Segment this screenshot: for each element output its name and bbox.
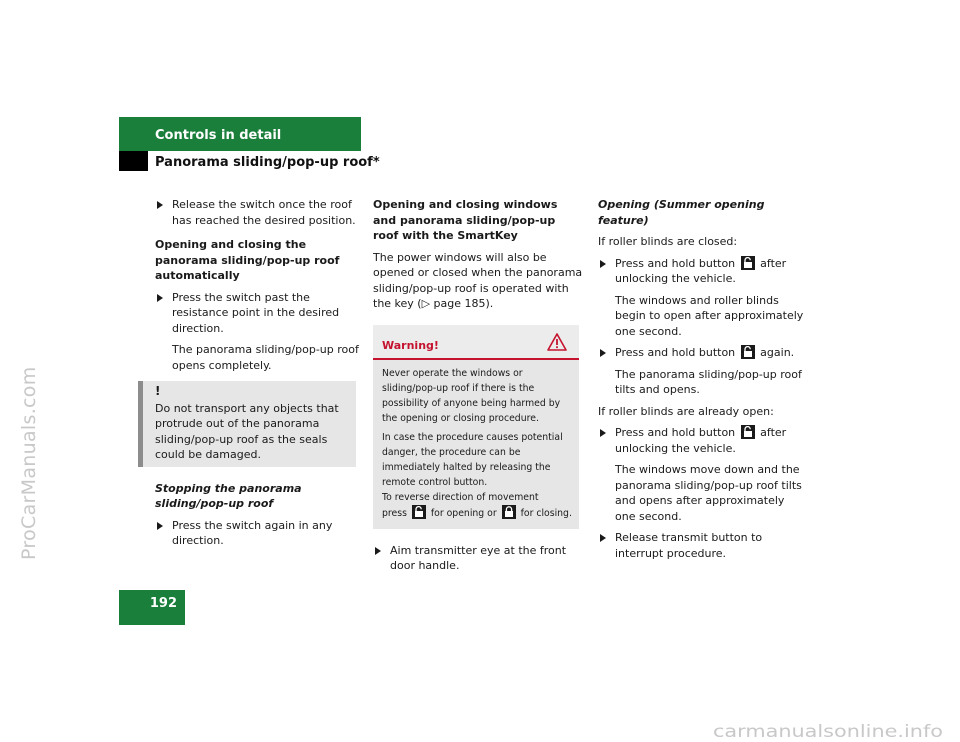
bullet-press-hold-unlock: Press and hold button after unlocking the vehicle.: [598, 256, 808, 287]
heading-smartkey: Opening and closing windows and panorama sliding/pop-up roof with the SmartKey: [373, 198, 558, 242]
blinds-closed-label: If roller blinds are closed:: [598, 235, 738, 248]
warning-text-1: Never operate the windows or sliding/pop-up roof if there is the possibility of anyone being harmed by the opening or closing procedure.: [382, 367, 561, 424]
result-windows-blinds-open: The windows and roller blinds begin to open after approximately one second.: [615, 293, 804, 338]
bullet-arrow-icon: [157, 294, 163, 302]
warning-box: [373, 325, 579, 529]
bullet-aim-transmitter: Aim transmitter eye at the front door handle.: [373, 543, 583, 574]
bullet-press-hold-again: Press and hold button again.: [598, 345, 808, 361]
note-box: [138, 381, 356, 467]
bullet-release-switch: Release the switch once the roof has reached the desired position.: [155, 197, 365, 228]
section-title: Controls in detail: [155, 128, 282, 143]
note-text: Do not transport any objects that protrude out of the panorama sliding/pop-up roof as the seals could be damaged.: [155, 401, 339, 461]
note-exclamation: !: [155, 384, 161, 398]
bullet-press-past-resistance: Press the switch past the resistance point in the desired direction.: [155, 290, 365, 337]
page-number: 192: [149, 596, 177, 611]
blinds-open-label: If roller blinds are already open:: [598, 404, 774, 418]
heading-summer-opening: Opening (Summer opening feature): [598, 198, 765, 227]
warning-body: [373, 360, 579, 529]
bullet-arrow-icon: [600, 349, 606, 357]
warning-title: Warning!: [382, 338, 439, 352]
unlock-button-icon: [741, 345, 755, 359]
bullet-arrow-icon: [157, 201, 163, 209]
warning-header: [373, 325, 579, 360]
bullet-press-hold-unlock-open: Press and hold button after unlocking the vehicle.: [598, 425, 808, 456]
warning-text-3: To reverse direction of movement: [382, 491, 539, 503]
side-watermark: ProCarManuals.com: [18, 366, 40, 560]
bullet-arrow-icon: [600, 534, 606, 542]
bullet-arrow-icon: [600, 429, 606, 437]
unlock-button-icon: [741, 425, 755, 439]
subsection-title: Panorama sliding/pop-up roof*: [155, 155, 380, 170]
result-opens-completely: The panorama sliding/pop-up roof opens completely.: [172, 343, 359, 372]
bullet-arrow-icon: [600, 260, 606, 268]
bullet-arrow-icon: [375, 547, 381, 555]
unlock-button-icon: [741, 256, 755, 270]
heading-stopping: Stopping the panorama sliding/pop-up roof: [155, 481, 302, 510]
bottom-watermark-text: carmanualsonline.info: [713, 722, 943, 742]
column-1: [155, 197, 365, 549]
column-3: [598, 197, 808, 561]
result-roof-tilts-opens: The panorama sliding/pop-up roof tilts and opens.: [615, 367, 802, 396]
warning-triangle-icon: [547, 333, 567, 356]
bullet-press-again: Press the switch again in any direction.: [155, 518, 365, 549]
heading-auto-open: Opening and closing the panorama sliding/pop-up roof automatically: [155, 238, 340, 282]
result-windows-move-down: The windows move down and the panorama sliding/pop-up roof tilts and opens after approximately one second.: [615, 463, 802, 523]
note-bar: [138, 381, 143, 467]
bullet-release-transmit: Release transmit button to interrupt procedure.: [598, 530, 808, 561]
smartkey-paragraph: The power windows will also be opened or closed when the panorama sliding/pop-up roof is operated with the key (▷ page 185).: [373, 250, 583, 310]
warning-text-4: press for opening or for closing.: [382, 505, 572, 521]
warning-text-2: In case the procedure causes potential danger, the procedure can be immediately halted by releasing the remote control button.: [382, 431, 563, 488]
header-marker: [119, 151, 148, 171]
column-2: [373, 197, 583, 574]
bullet-arrow-icon: [157, 522, 163, 530]
lock-button-icon: [502, 505, 516, 519]
unlock-button-icon: [412, 505, 426, 519]
page-number-box: [119, 590, 185, 625]
